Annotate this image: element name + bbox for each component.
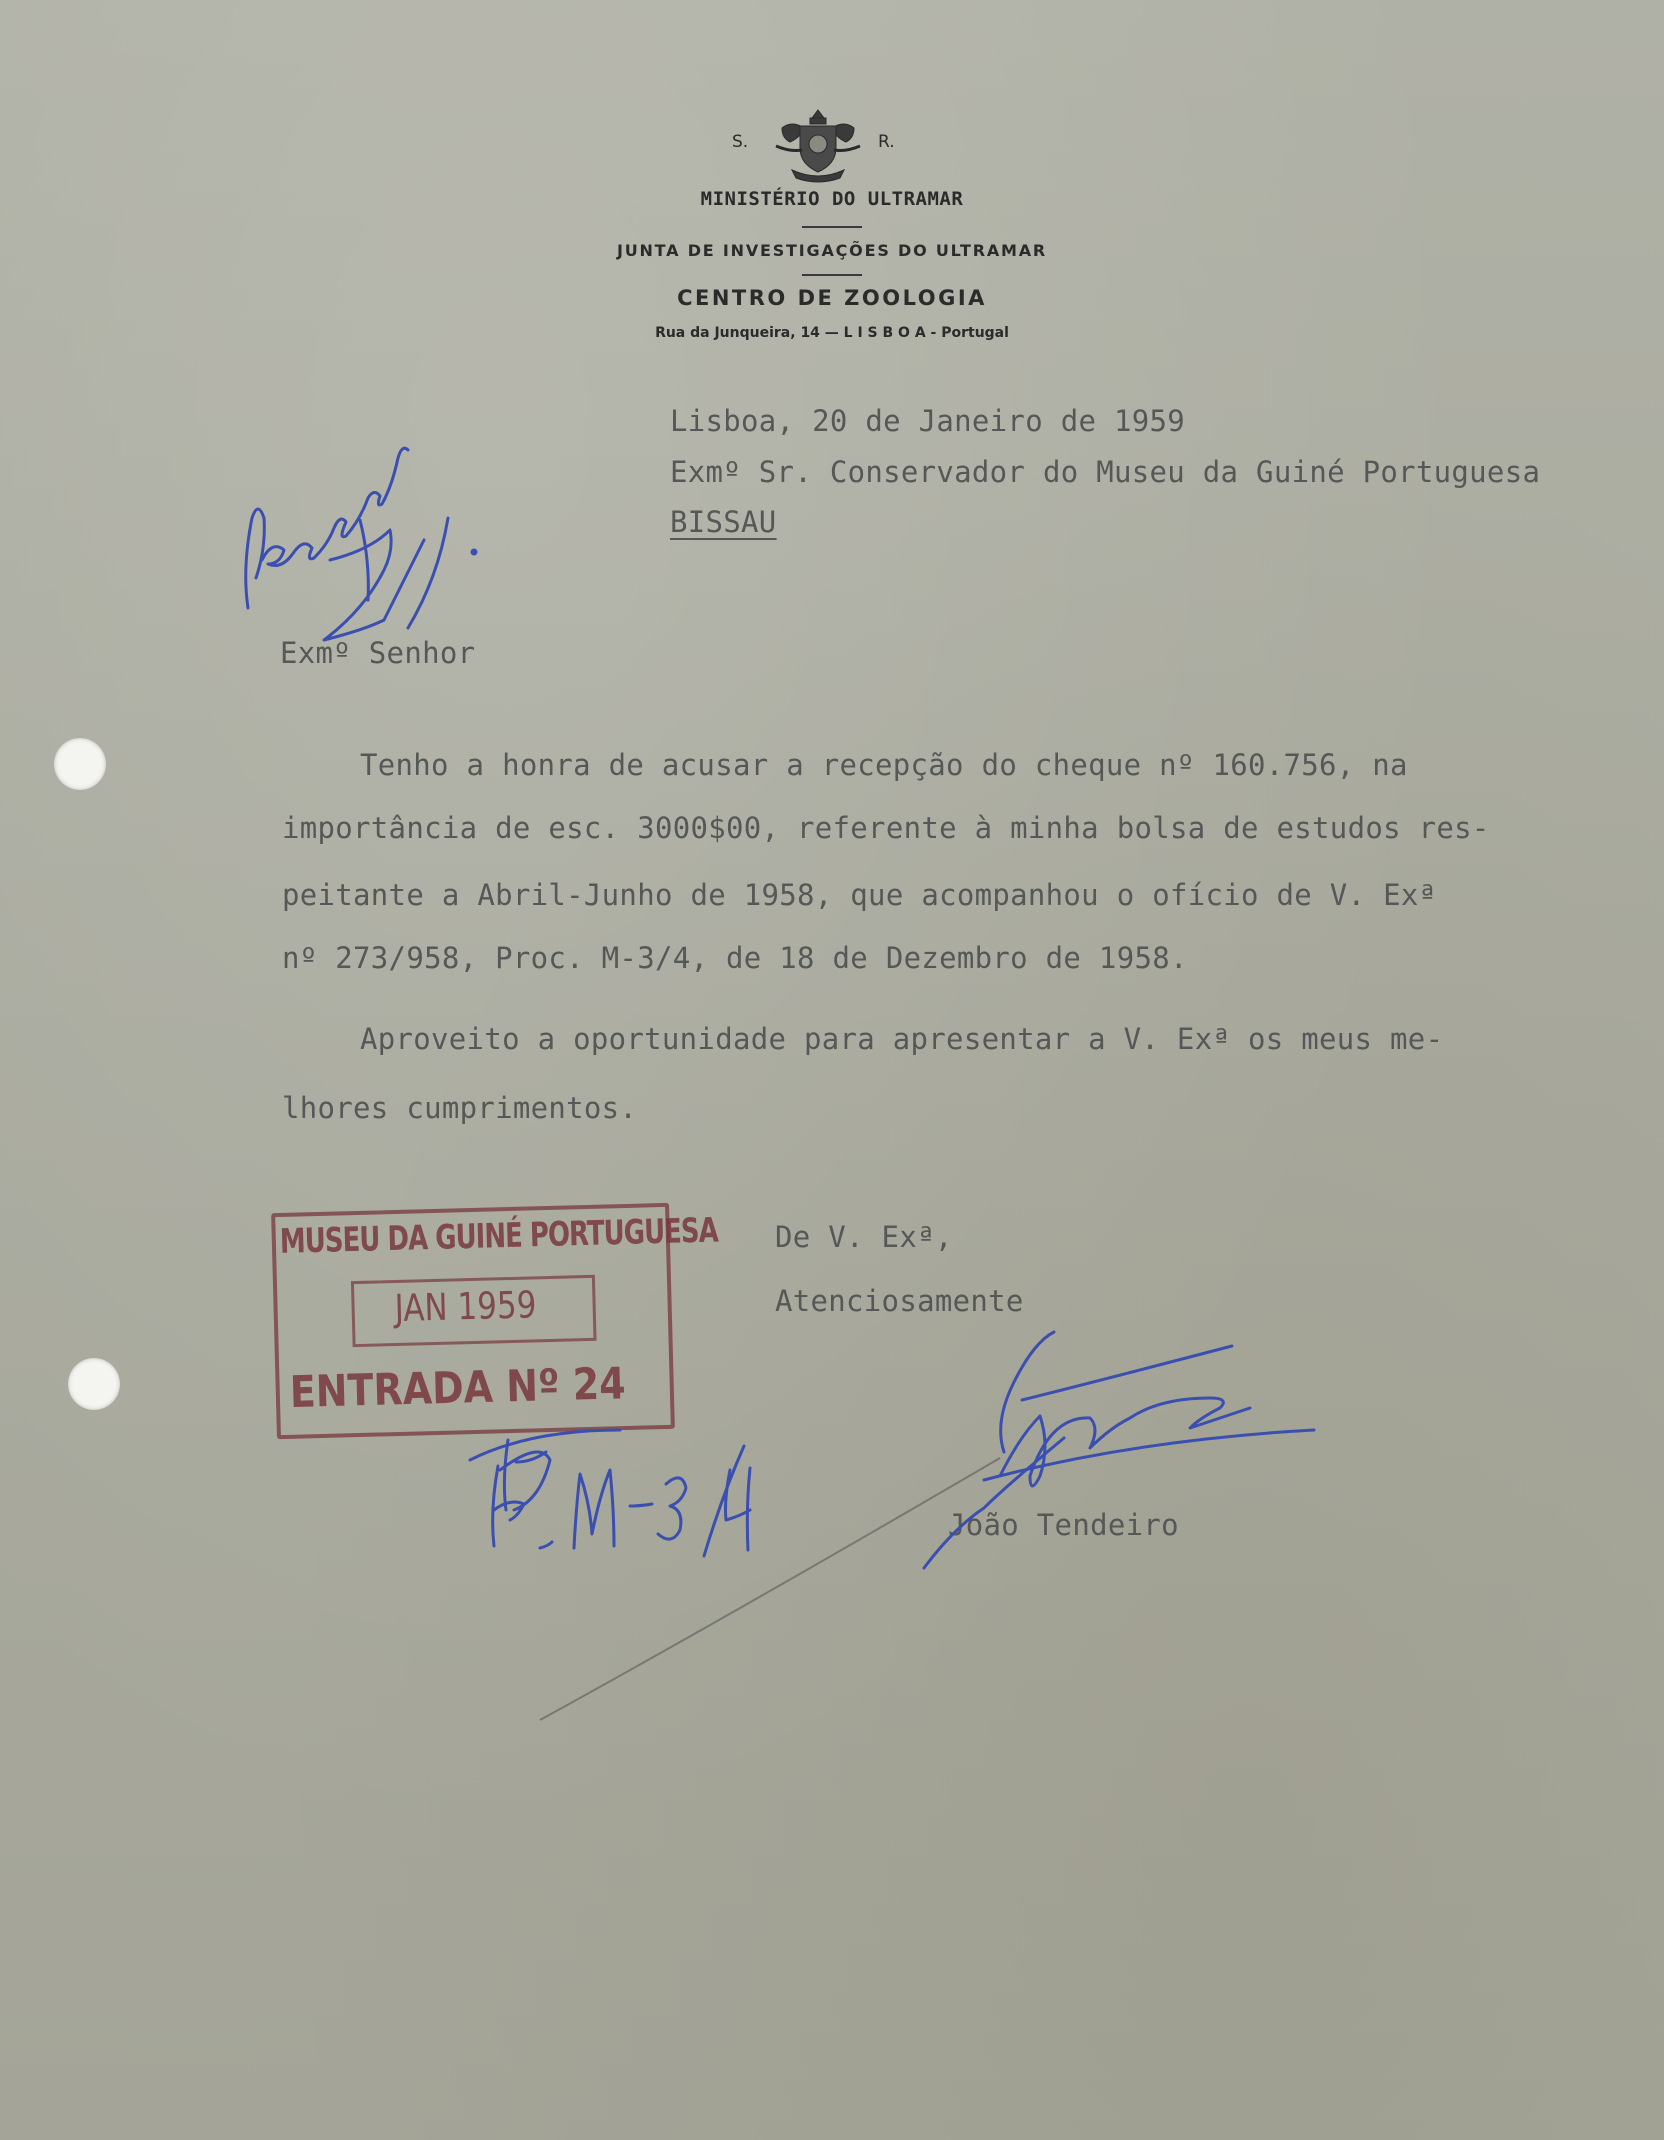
ministry-title: MINISTÉRIO DO ULTRAMAR — [700, 188, 964, 210]
body-line: Aproveito a oportunidade para apresentar a V. Exª os meus me- — [360, 1022, 1444, 1056]
letterhead-address: Rua da Junqueira, 14 — L I S B O A - Portugal — [655, 325, 1009, 341]
signer-name: João Tendeiro — [948, 1508, 1179, 1542]
margin-note-ink — [246, 448, 408, 608]
centro-title: CENTRO DE ZOOLOGIA — [677, 286, 987, 310]
body-line: lhores cumprimentos. — [282, 1091, 638, 1125]
body-line: importância de esc. 3000$00, referente à minha bolsa de estudos res- — [282, 811, 1490, 845]
closing-line: Atenciosamente — [775, 1284, 1024, 1318]
stamp-museum-name: MUSEU DA GUINÉ PORTUGUESA — [279, 1211, 719, 1263]
letterhead-left-mark: S. — [732, 132, 749, 152]
date-line: Lisboa, 20 de Janeiro de 1959 — [670, 404, 1186, 438]
body-line: Tenho a honra de acusar a recepção do cheque nº 160.756, na — [360, 748, 1408, 782]
closing-line: De V. Exª, — [775, 1220, 953, 1254]
letterhead-right-mark: R. — [878, 132, 895, 152]
body-line: nº 273/958, Proc. M-3/4, de 18 de Dezembro de 1958. — [282, 941, 1188, 975]
recipient-city: BISSAU — [670, 505, 777, 539]
junta-title: JUNTA DE INVESTIGAÇÕES DO ULTRAMAR — [616, 241, 1048, 260]
stamp-date: JAN 1959 — [394, 1283, 537, 1331]
body-line: peitante a Abril-Junho de 1958, que acompanhou o ofício de V. Exª — [282, 878, 1437, 912]
salutation: Exmº Senhor — [280, 636, 476, 670]
stamp-entry-number: ENTRADA Nº 24 — [289, 1358, 627, 1418]
reference-ink — [493, 1440, 750, 1556]
recipient-line: Exmº Sr. Conservador do Museu da Guiné Portuguesa — [670, 455, 1541, 489]
